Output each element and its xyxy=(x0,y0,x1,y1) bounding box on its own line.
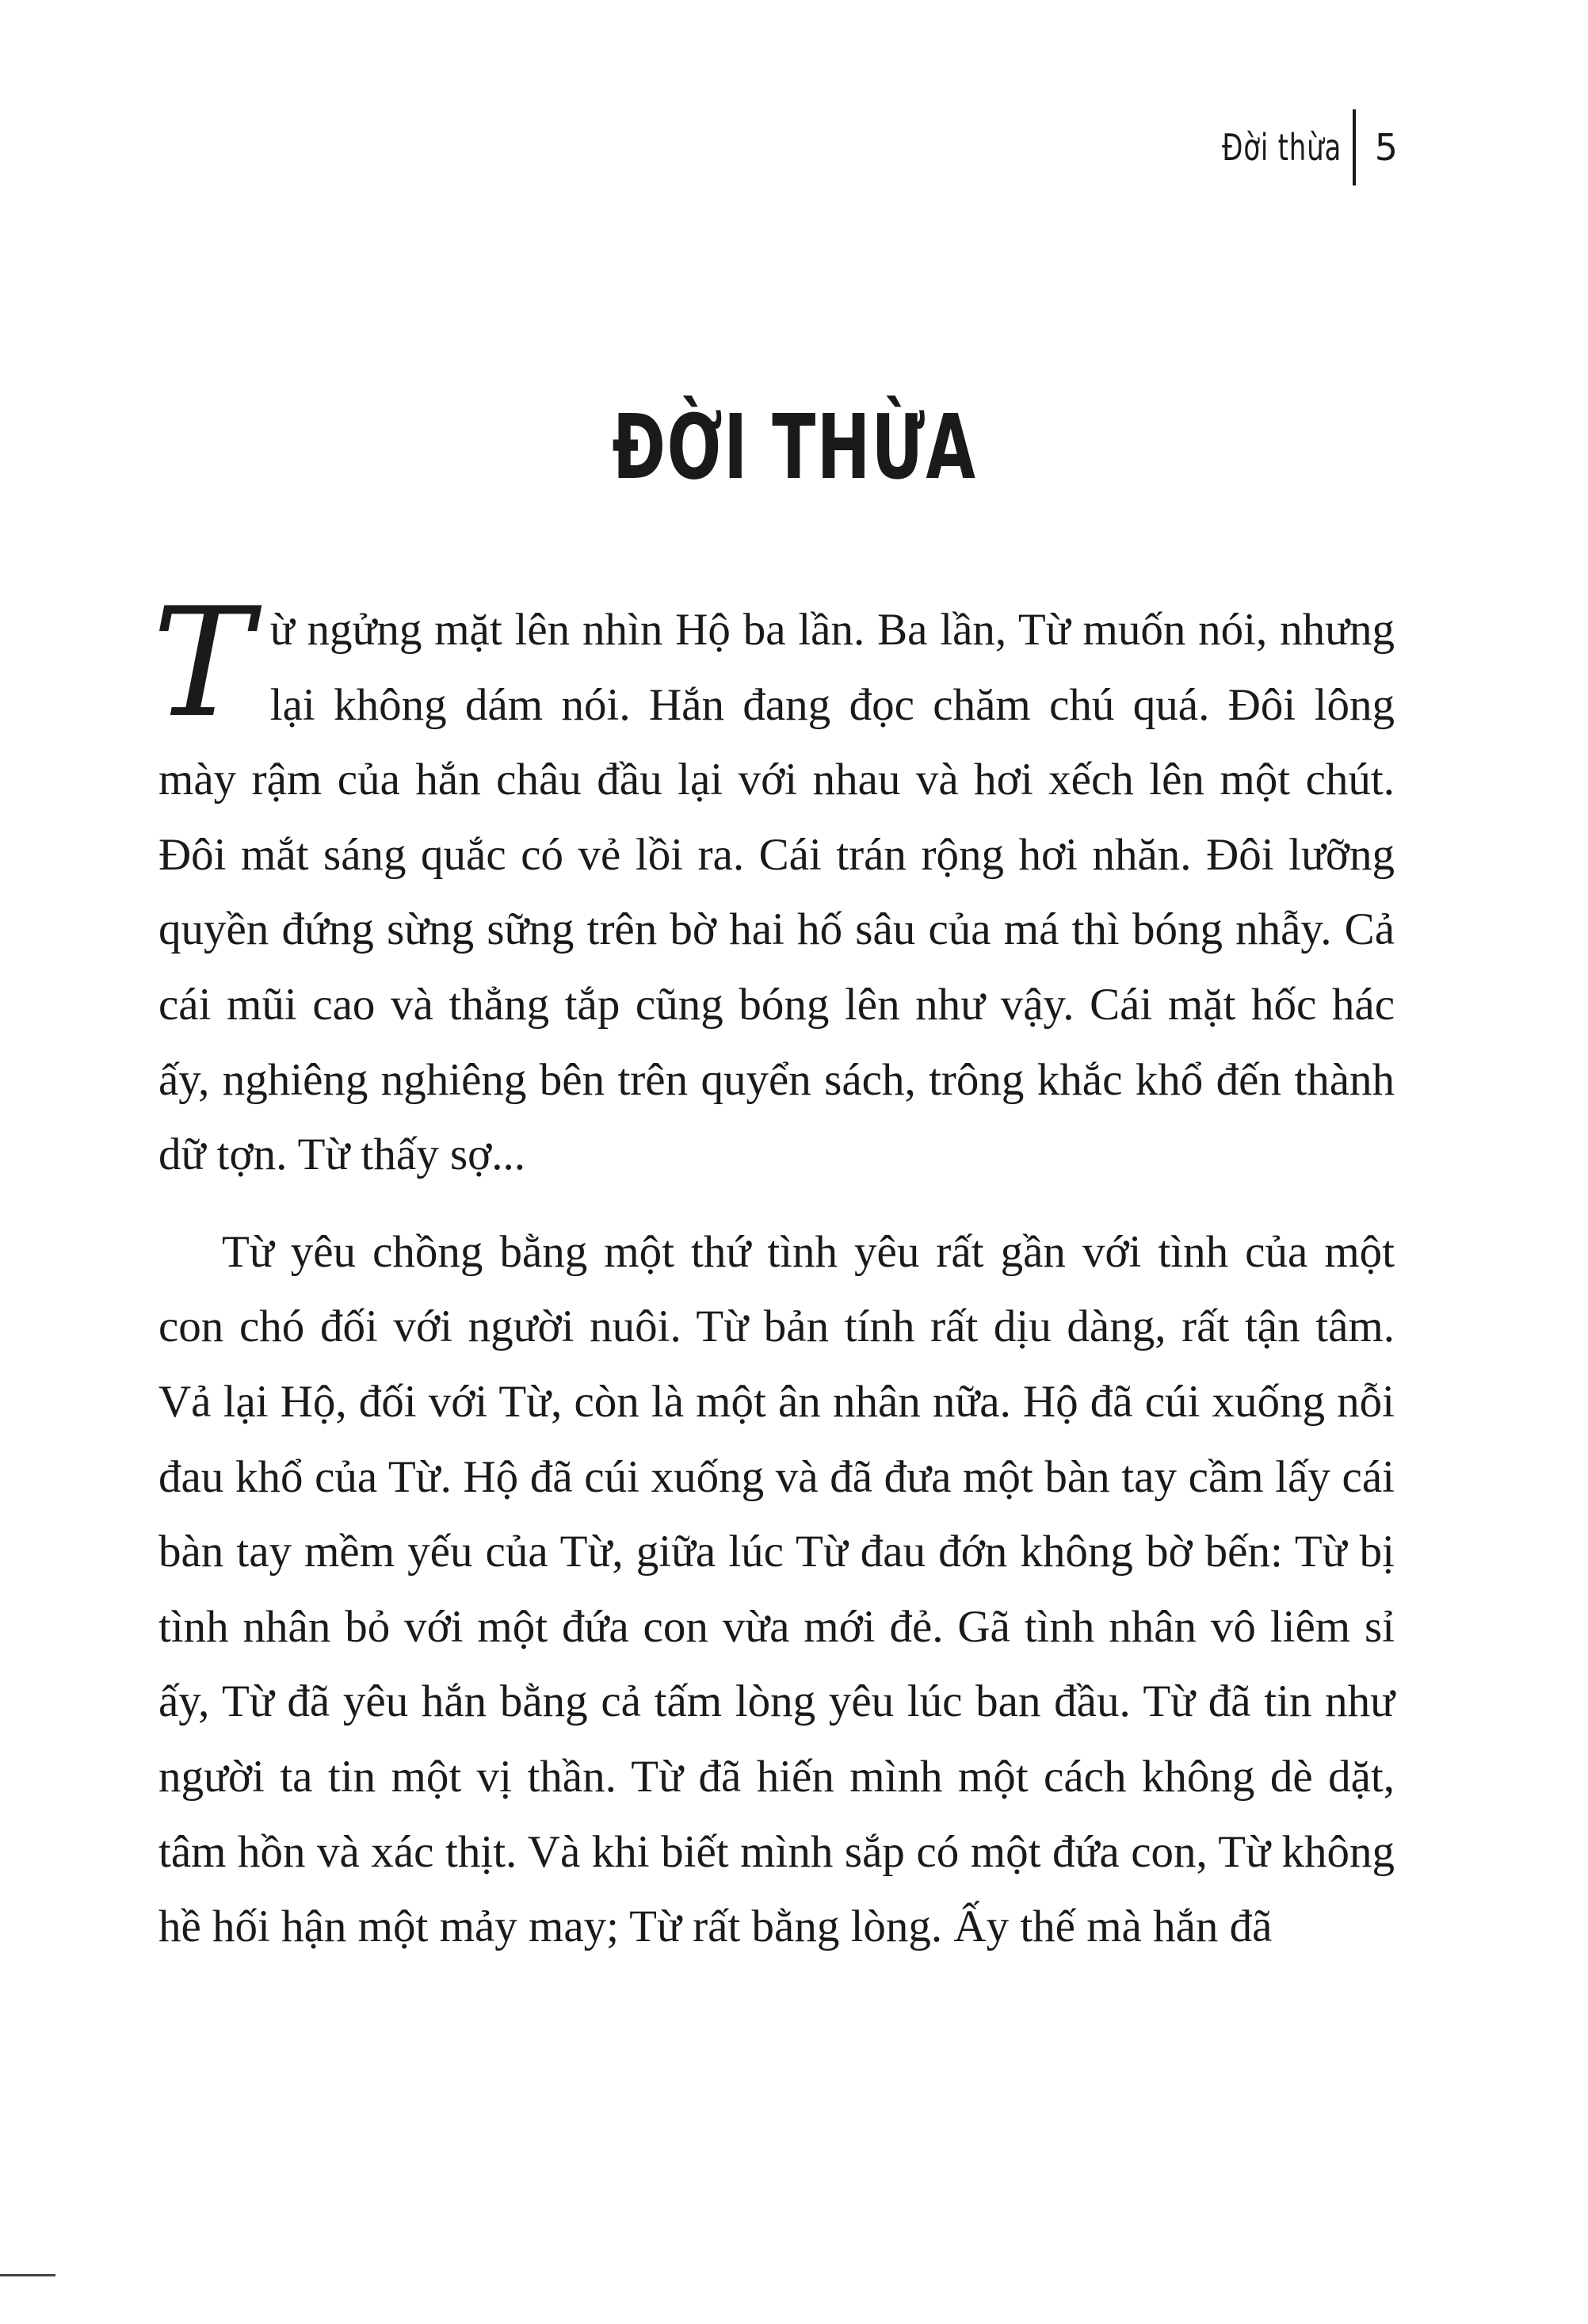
chapter-title-text: ĐỜI THỪA xyxy=(612,396,976,499)
scan-edge-mark xyxy=(0,2274,55,2276)
paragraph-2: Từ yêu chồng bằng một thứ tình yêu rất gần với tình của một con chó đối với người nuôi. Từ bản tính rất dịu dàng, rất tận tâm. Vả lại Hộ, đối với Từ, còn là một ân nhân nữa. Hộ đã cúi xuống nỗi đau khổ của Từ. Hộ đã cúi xuống và đã đưa một bàn tay cầm lấy cái bàn tay mềm yếu của Từ, giữa lúc Từ đau đớn không bờ bến: Từ bị tình nhân bỏ với một đứa con vừa mới đẻ. Gã tình nhân vô liêm sỉ ấy, Từ đã yêu hắn bằng cả tấm lòng yêu lúc ban đầu. Từ đã tin như người ta tin một vị thần. Từ đã hiến mình một cách không dè dặt, tâm hồn và xác thịt. Và khi biết mình sắp có một đứa con, Từ không hề hối hận một mảy may; Từ rất bằng lòng. Ấy thế mà hắn đã xyxy=(158,1226,1395,1952)
chapter-title xyxy=(0,396,1588,499)
body-text xyxy=(152,575,1395,1965)
page-number: 5 xyxy=(1374,126,1398,169)
drop-cap: T xyxy=(152,575,253,751)
paragraph-1 xyxy=(152,575,1395,1193)
header-divider xyxy=(1353,109,1356,185)
paragraph-1-text: ừ ngửng mặt lên nhìn Hộ ba lần. Ba lần, Từ muốn nói, nhưng lại không dám nói. Hắn đang đọc chăm chú quá. Đôi lông mày rậm của hắn châu đầu lại với nhau và hơi xếch lên một chút. Đôi mắt sáng quắc có vẻ lồi ra. Cái trán rộng hơi nhăn. Đôi lưỡng quyền đứng sừng sững trên bờ hai hố sâu của má thì bóng nhẫy. Cả cái mũi cao và thẳng tắp cũng bóng lên như vậy. Cái mặt hốc hác ấy, nghiêng nghiêng bên trên quyển sách, trông khắc khổ đến thành dữ tợn. Từ thấy sợ... xyxy=(158,605,1395,1180)
running-header xyxy=(1196,109,1398,185)
running-header-title: Đời thừa xyxy=(1221,126,1342,169)
